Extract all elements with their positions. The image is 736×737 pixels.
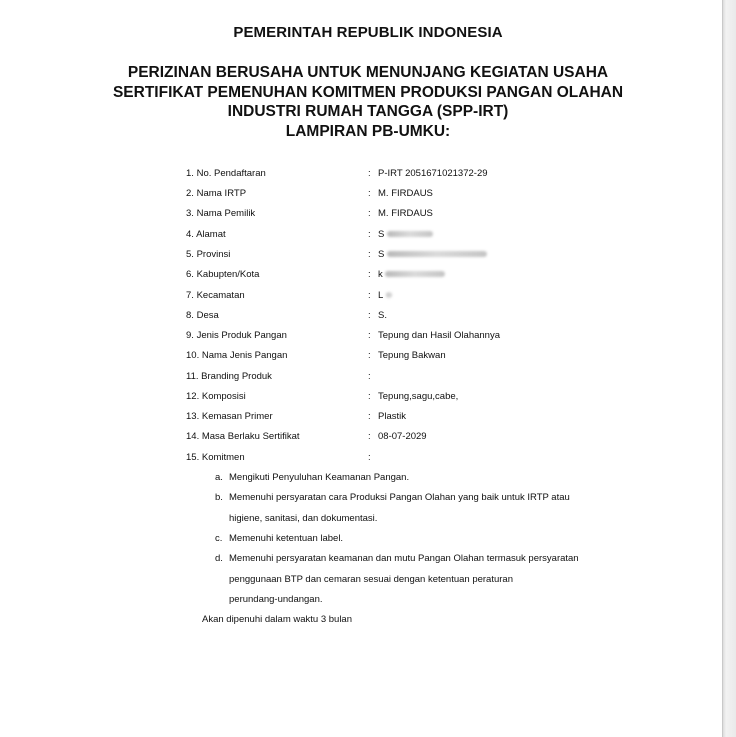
- commitment-text: Memenuhi ketentuan label.: [229, 533, 344, 544]
- field-colon: :: [368, 350, 371, 361]
- field-value-provinsi: [378, 248, 487, 262]
- field-row-nama-jenis-pangan: [186, 349, 287, 363]
- field-row-kabupaten-kota: [186, 268, 259, 282]
- field-num: 15.: [186, 452, 200, 463]
- field-num: 9.: [186, 330, 194, 341]
- field-label: Kemasan Primer: [201, 411, 273, 422]
- commitment-text: higiene, sanitasi, dan dokumentasi.: [229, 513, 378, 524]
- field-row-kemasan-primer: [186, 410, 273, 424]
- redacted-text: S: [378, 249, 385, 260]
- commitment-text: Memenuhi persyaratan cara Produksi Pangan Olahan yang baik untuk IRTP atau: [229, 492, 570, 503]
- commitment-text: Mengikuti Penyuluhan Keamanan Pangan.: [229, 472, 410, 483]
- field-num: 2.: [186, 188, 194, 199]
- field-colon: :: [368, 269, 371, 280]
- commitment-text: perundang-undangan.: [229, 594, 323, 605]
- field-num: 6.: [186, 269, 194, 280]
- field-num: 4.: [186, 229, 194, 240]
- field-value-nama-irtp: M. FIRDAUS: [378, 188, 433, 199]
- document-subtitle: [0, 63, 736, 141]
- field-value-alamat: [378, 228, 433, 242]
- field-num: 1.: [186, 168, 194, 179]
- field-num: 3.: [186, 208, 194, 219]
- footer-note: Akan dipenuhi dalam waktu 3 bulan: [202, 614, 352, 625]
- subtitle-line: PERIZINAN BERUSAHA UNTUK MENUNJANG KEGIATAN USAHA: [127, 64, 609, 81]
- field-colon: :: [368, 391, 371, 402]
- field-colon: :: [368, 188, 371, 199]
- field-value-nama-jenis-pangan: Tepung Bakwan: [378, 350, 446, 361]
- redacted-text: k: [378, 269, 383, 280]
- field-label: Nama Jenis Pangan: [201, 350, 288, 361]
- field-label: Masa Berlaku Sertifikat: [201, 431, 300, 442]
- page-edge: [722, 0, 736, 737]
- commitment-letter: b.: [215, 492, 223, 503]
- field-value-jenis-produk-pangan: Tepung dan Hasil Olahannya: [378, 330, 501, 341]
- field-num: 11.: [186, 371, 199, 382]
- field-row-provinsi: [186, 248, 230, 262]
- field-colon: :: [368, 310, 371, 321]
- redaction-blur: [387, 231, 433, 237]
- field-row-komposisi: [186, 390, 246, 404]
- field-row-jenis-produk-pangan: [186, 329, 287, 343]
- field-label: Komitmen: [201, 452, 245, 463]
- field-colon: :: [368, 330, 371, 341]
- field-row-masa-berlaku: [186, 430, 300, 444]
- subtitle-line: LAMPIRAN PB-UMKU:: [285, 122, 451, 140]
- field-num: 10.: [186, 350, 200, 361]
- field-num: 14.: [186, 431, 200, 442]
- field-colon: :: [368, 452, 371, 463]
- field-value-komposisi: Tepung,sagu,cabe,: [378, 391, 459, 402]
- field-num: 8.: [186, 310, 194, 321]
- field-label: Alamat: [196, 229, 226, 240]
- field-colon: :: [368, 208, 371, 219]
- field-colon: :: [368, 249, 371, 260]
- redaction-blur: [387, 251, 487, 257]
- field-colon: :: [368, 371, 371, 382]
- field-row-alamat: [186, 228, 226, 242]
- field-colon: :: [368, 229, 371, 240]
- redacted-text: L: [378, 290, 383, 301]
- field-value-desa: S.: [378, 310, 387, 321]
- field-num: 5.: [186, 249, 194, 260]
- field-row-nama-irtp: [186, 187, 246, 201]
- commitment-letter: a.: [215, 472, 223, 483]
- field-value-kemasan-primer: Plastik: [378, 411, 406, 422]
- field-label: Kecamatan: [196, 290, 245, 301]
- commitment-letter: c.: [215, 533, 223, 544]
- field-row-kecamatan: [186, 289, 245, 303]
- commitment-text: penggunaan BTP dan cemaran sesuai dengan ketentuan peraturan: [229, 574, 513, 585]
- field-colon: :: [368, 290, 371, 301]
- field-num: 12.: [186, 391, 200, 402]
- field-label: Branding Produk: [201, 371, 272, 382]
- commitment-text: Memenuhi persyaratan keamanan dan mutu Pangan Olahan termasuk persyaratan: [229, 553, 579, 564]
- field-row-branding-produk: [186, 370, 272, 384]
- field-value-kecamatan: [378, 289, 392, 303]
- redacted-text: S: [378, 229, 385, 240]
- field-row-no-pendaftaran: [186, 167, 266, 181]
- field-num: 7.: [186, 290, 194, 301]
- field-label: Kabupten/Kota: [196, 269, 260, 280]
- field-value-no-pendaftaran: P-IRT 2051671021372-29: [378, 168, 488, 179]
- field-colon: :: [368, 431, 371, 442]
- field-row-nama-pemilik: [186, 207, 255, 221]
- field-label: Jenis Produk Pangan: [196, 330, 287, 341]
- field-value-kabupaten-kota: [378, 268, 445, 282]
- redaction-blur: [386, 292, 392, 298]
- field-label: Provinsi: [196, 249, 231, 260]
- field-value-masa-berlaku: 08-07-2029: [378, 431, 427, 442]
- field-label: Nama IRTP: [196, 188, 247, 199]
- field-label: Nama Pemilik: [196, 208, 256, 219]
- field-row-komitmen: [186, 451, 245, 465]
- field-colon: :: [368, 168, 371, 179]
- field-label: Komposisi: [201, 391, 246, 402]
- field-colon: :: [368, 411, 371, 422]
- field-label: Desa: [196, 310, 219, 321]
- page-title: PEMERINTAH REPUBLIK INDONESIA: [233, 24, 503, 41]
- commitment-letter: d.: [215, 553, 223, 564]
- subtitle-line: INDUSTRI RUMAH TANGGA (SPP-IRT): [227, 103, 509, 120]
- redaction-blur: [385, 271, 445, 277]
- field-value-nama-pemilik: M. FIRDAUS: [378, 208, 433, 219]
- field-label: No. Pendaftaran: [196, 168, 266, 179]
- field-row-desa: [186, 309, 219, 323]
- field-num: 13.: [186, 411, 200, 422]
- subtitle-line: SERTIFIKAT PEMENUHAN KOMITMEN PRODUKSI PANGAN OLAHAN: [112, 83, 624, 101]
